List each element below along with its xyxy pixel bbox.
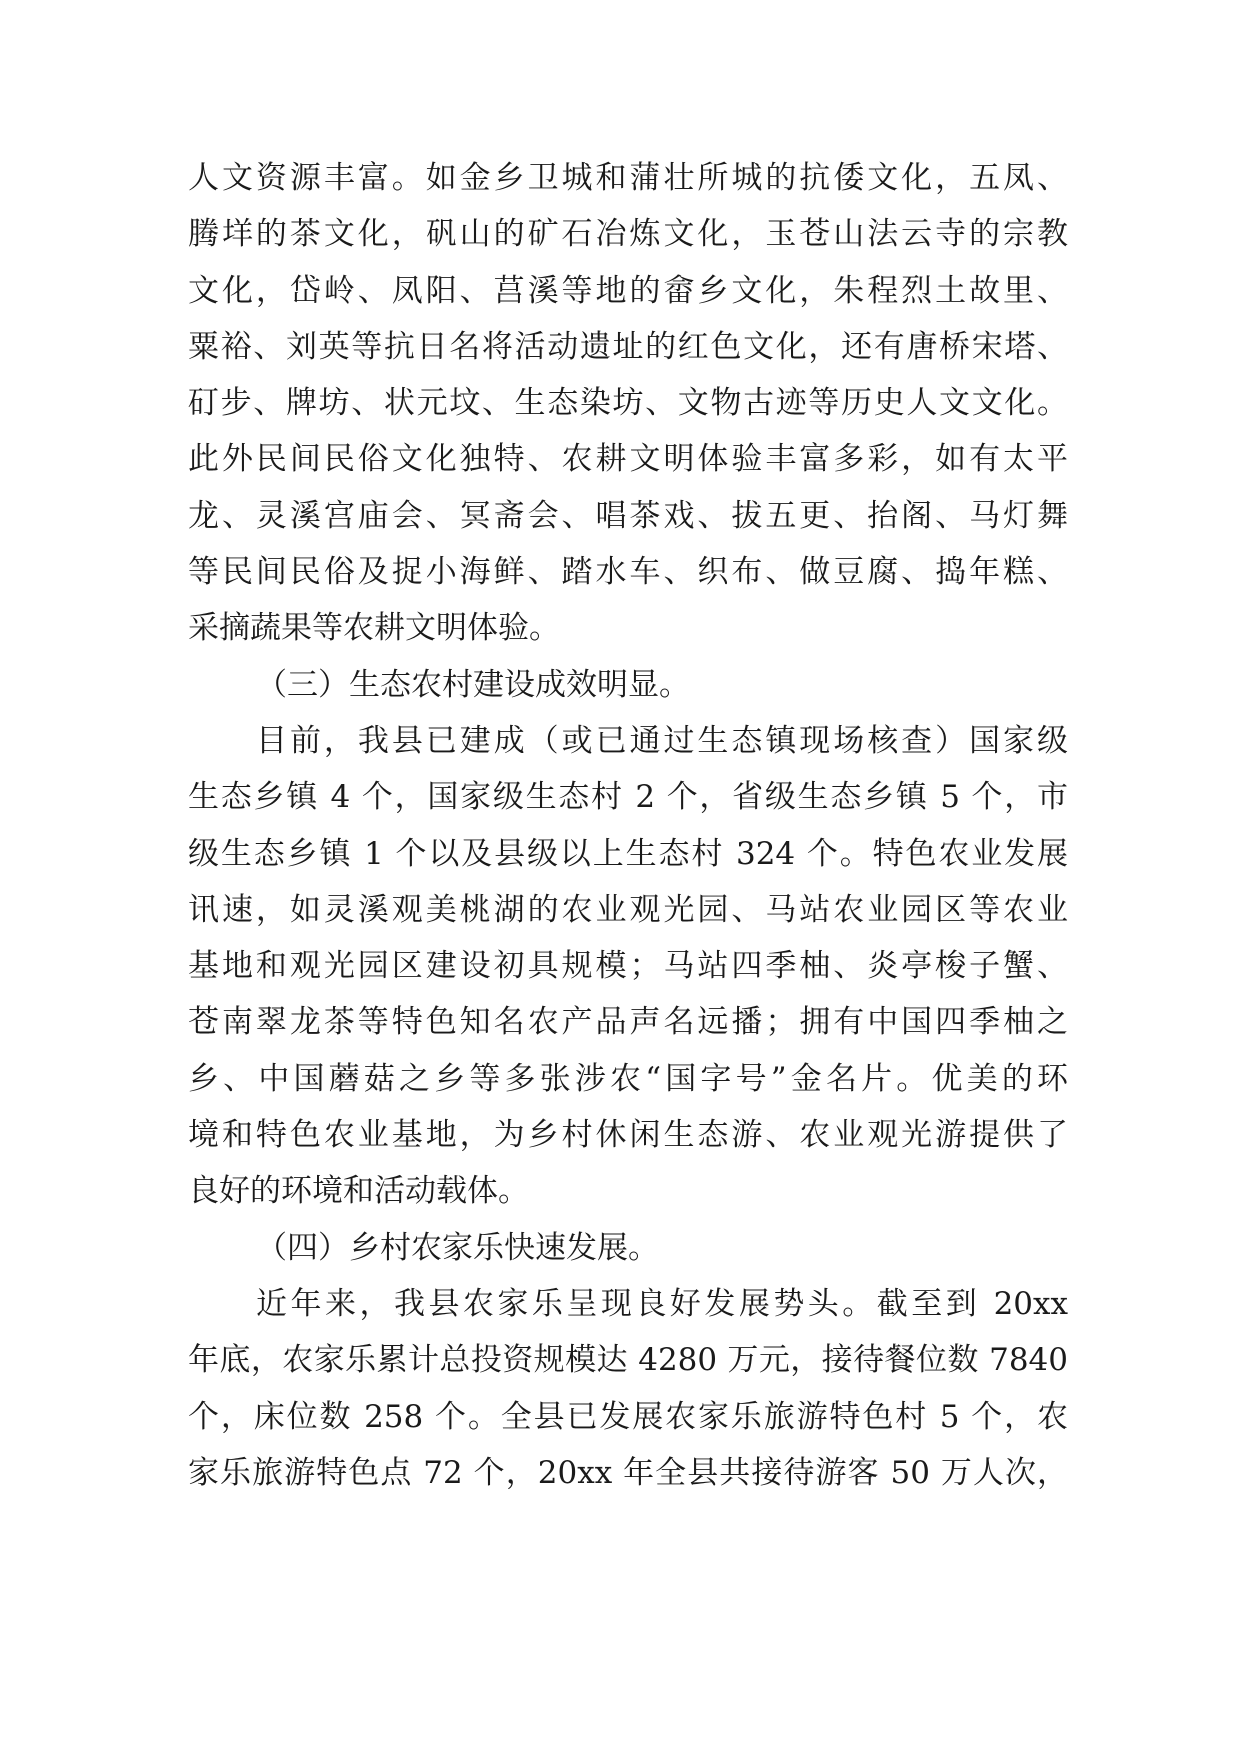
- text-line: 生态乡镇 4 个，国家级生态村 2 个，省级生态乡镇 5 个，市: [188, 779, 1068, 816]
- text-line: 级生态乡镇 1 个以及县级以上生态村 324 个。特色农业发展: [188, 835, 1068, 872]
- text-line: 采摘蔬果等农耕文明体验。: [188, 610, 560, 647]
- text-line: 苍南翠龙茶等特色知名农产品声名远播；拥有中国四季柚之: [188, 1004, 1068, 1041]
- text-line: 乡、中国蘑菇之乡等多张涉农“国字号”金名片。优美的环: [188, 1060, 1068, 1097]
- text-line: 矴步、牌坊、状元坟、生态染坊、文物古迹等历史人文文化。: [188, 385, 1068, 422]
- text-line: 目前，我县已建成（或已通过生态镇现场核查）国家级: [256, 722, 1068, 759]
- text-line: 讯速，如灵溪观美桃湖的农业观光园、马站农业园区等农业: [188, 891, 1068, 928]
- text-line: 粟裕、刘英等抗日名将活动遗址的红色文化，还有唐桥宋塔、: [188, 328, 1068, 365]
- text-line: 人文资源丰富。如金乡卫城和蒲壮所城的抗倭文化，五凤、: [188, 160, 1068, 196]
- text-line: 良好的环境和活动载体。: [188, 1173, 529, 1210]
- text-line: 此外民间民俗文化独特、农耕文明体验丰富多彩，如有太平: [188, 441, 1068, 478]
- text-line: 等民间民俗及捉小海鲜、踏水车、织布、做豆腐、捣年糕、: [188, 554, 1068, 591]
- text-line: 近年来，我县农家乐呈现良好发展势头。截至到 20xx: [256, 1285, 1068, 1322]
- text-line: 个，床位数 258 个。全县已发展农家乐旅游特色村 5 个，农: [188, 1398, 1068, 1435]
- text-line: 文化，岱岭、凤阳、莒溪等地的畲乡文化，朱程烈土故里、: [188, 272, 1068, 309]
- text-line: 龙、灵溪宫庙会、冥斋会、唱茶戏、拔五更、抬阁、马灯舞: [188, 497, 1068, 534]
- section-heading: （三）生态农村建设成效明显。: [256, 666, 690, 703]
- body-text: [188, 150, 1068, 1501]
- section-heading: （四）乡村农家乐快速发展。: [256, 1229, 659, 1266]
- text-line: 家乐旅游特色点 72 个，20xx 年全县共接待游客 50 万人次，: [188, 1454, 1068, 1491]
- text-line: 年底，农家乐累计总投资规模达 4280 万元，接待餐位数 7840: [188, 1342, 1068, 1379]
- text-line: 腾垟的茶文化，矾山的矿石冶炼文化，玉苍山法云寺的宗教: [188, 216, 1068, 253]
- text-line: 境和特色农业基地，为乡村休闲生态游、农业观光游提供了: [188, 1117, 1068, 1154]
- text-line: 基地和观光园区建设初具规模；马站四季柚、炎亭梭子蟹、: [188, 948, 1068, 985]
